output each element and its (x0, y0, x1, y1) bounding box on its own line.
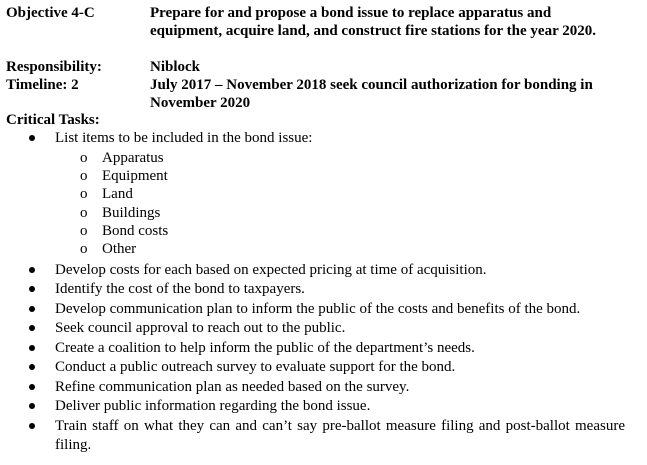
circle-bullet-icon: o (80, 223, 88, 239)
objective-label: Objective 4-C (6, 5, 95, 21)
objective-text: Prepare for and propose a bond issue to replace apparatus and equipment, acquire land, and construct fire stations for the year 2020. (150, 5, 596, 39)
task-item: Refine communication plan as needed based on the survey. (55, 379, 410, 395)
bullet-icon (28, 266, 37, 275)
sub-item: Land (102, 186, 133, 202)
bullet-icon (28, 134, 37, 143)
task-item: Develop costs for each based on expected pricing at time of acquisition. (55, 262, 487, 278)
circle-bullet-icon: o (80, 205, 88, 221)
responsibility-value: Niblock (150, 59, 201, 75)
task-item: Identify the cost of the bond to taxpayers. (55, 281, 305, 297)
circle-bullet-icon: o (80, 186, 88, 202)
circle-bullet-icon: o (80, 241, 88, 257)
circle-bullet-icon: o (80, 150, 88, 166)
sub-item: Bond costs (102, 223, 169, 239)
responsibility-label: Responsibility: (6, 59, 102, 75)
bullet-icon (28, 305, 37, 314)
bullet-icon (28, 344, 37, 353)
task-item: Train staff on what they can and can’t say pre-ballot measure filing and post-ballot measure filing. (55, 418, 625, 453)
bullet-icon (28, 422, 37, 431)
sub-item: Equipment (102, 168, 168, 184)
task-item: Create a coalition to help inform the public of the department’s needs. (55, 340, 475, 356)
circle-bullet-icon: o (80, 168, 88, 184)
bullet-icon (28, 363, 37, 372)
task-item: Conduct a public outreach survey to evaluate support for the bond. (55, 359, 456, 375)
bullet-icon (28, 402, 37, 411)
bullet-icon (28, 383, 37, 392)
bullet-icon (28, 324, 37, 333)
task-item: List items to be included in the bond issue: (55, 130, 313, 146)
task-item: Develop communication plan to inform the public of the costs and benefits of the bond. (55, 301, 581, 317)
sub-item: Apparatus (102, 150, 164, 166)
timeline-label: Timeline: 2 (6, 77, 79, 93)
task-item: Deliver public information regarding the bond issue. (55, 398, 371, 414)
timeline-value: July 2017 – November 2018 seek council authorization for bonding in November 2020 (150, 77, 593, 111)
critical-tasks-heading: Critical Tasks: (6, 112, 100, 128)
sub-item: Other (102, 241, 137, 257)
task-item: Seek council approval to reach out to the public. (55, 320, 346, 336)
bullet-icon (28, 285, 37, 294)
sub-item: Buildings (102, 205, 161, 221)
